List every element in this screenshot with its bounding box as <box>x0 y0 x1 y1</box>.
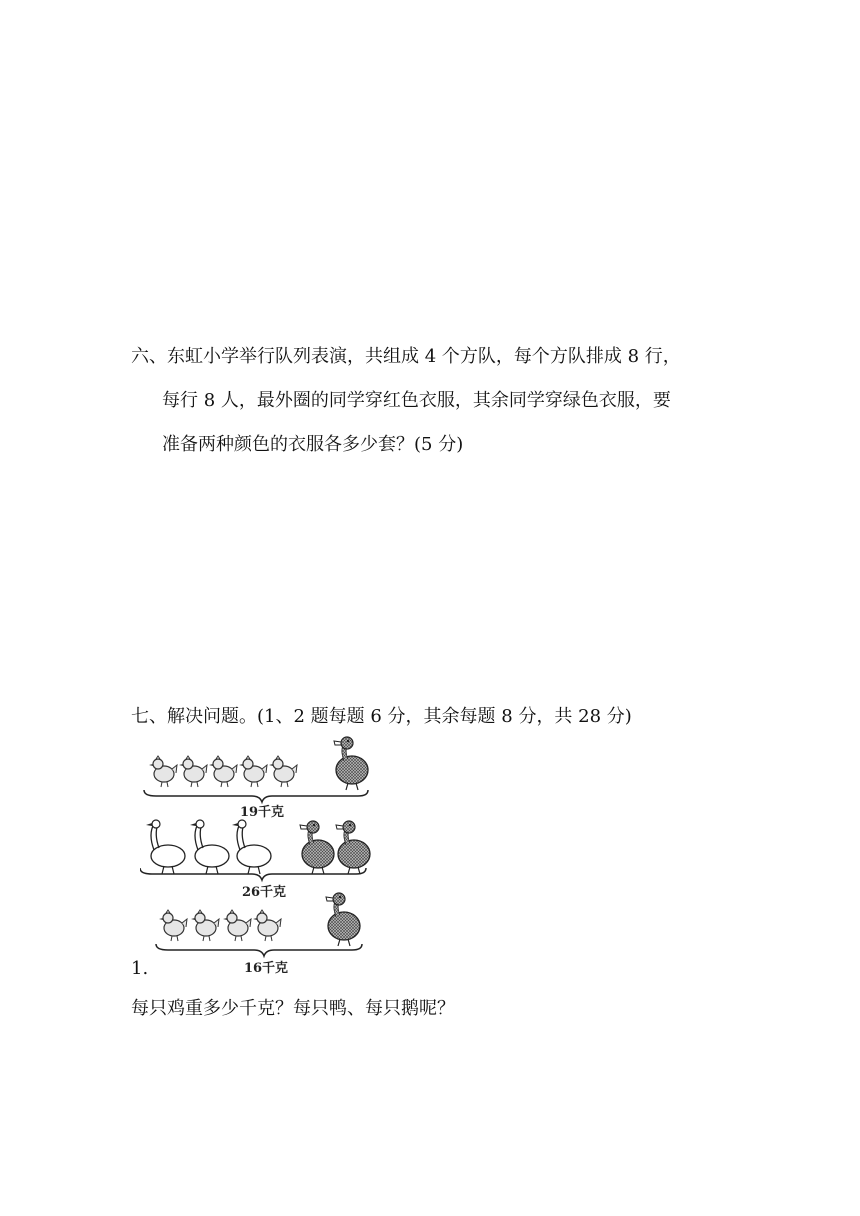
section6-line1: 六、东虹小学举行队列表演，共组成 4 个方队，每个方队排成 8 行， <box>131 346 681 367</box>
row2-animals <box>146 820 370 874</box>
row3-brace <box>156 944 362 956</box>
problem1-question: 每只鸡重多少千克？每只鸭、每只鹅呢？ <box>131 998 455 1019</box>
row2-caption: 26千克 <box>241 885 287 900</box>
problem1-number: 1. <box>131 958 149 979</box>
row1-brace <box>144 790 368 802</box>
section6-line2: 每行 8 人，最外圈的同学穿红色衣服，其余同学穿绿色衣服，要 <box>162 390 671 411</box>
poultry-weight-figure <box>140 730 380 978</box>
row3-animals <box>159 893 360 946</box>
row3-caption: 16千克 <box>243 961 289 976</box>
section7-heading: 七、解决问题。(1、2 题每题 6 分，其余每题 8 分，共 28 分) <box>131 706 632 727</box>
section6-line3: 准备两种颜色的衣服各多少套？(5 分) <box>162 434 464 455</box>
row1-animals <box>149 737 368 790</box>
row2-brace <box>140 868 366 880</box>
row1-caption: 19千克 <box>239 805 285 820</box>
